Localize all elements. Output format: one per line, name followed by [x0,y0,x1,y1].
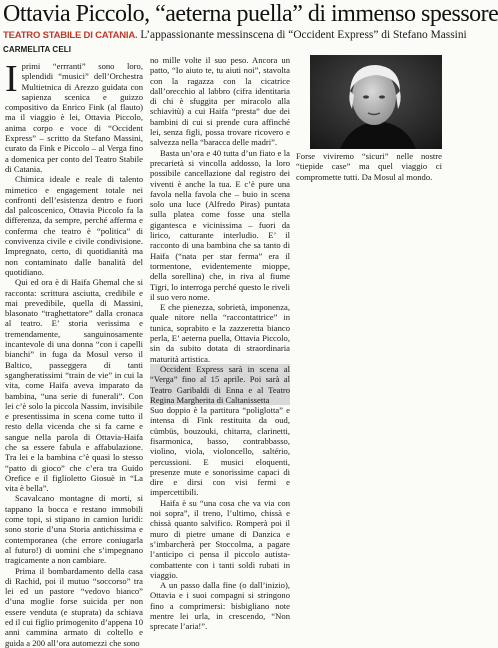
first-paragraph-wrap [5,58,143,174]
portrait-illustration [310,55,442,149]
article-paragraph: Prima il bombardamento della casa di Rachid, poi il mutuo “soccorso” tra lei ed un pastore “vedovo bianco” d’una moglie forse suicida per non essere venduta (e stuprata) da schiava ed il cui figlio primogenito d’appena 10 anni cammina armato di coltello e guida a 200 all’ora automezzi che sono [5,565,143,648]
article-paragraph: E che pienezza, sobrietà, imponenza, quale nitore nella “raccontattrice” in tunica, soprabito e la zazzeretta bianco perla, E’ aeterna puella, Ottavia Piccolo, sin da subito dotata di straordinaria maturità artistica. [150,302,290,364]
article-paragraph: primi “errranti” sono loro, splendidi “musici” dell’Orchestra Multietnica di Arezzo guidata con sapienza scenica e guizzo compositivo da Enrico Fink (al flauto) ma il viaggio è lei, Ottavia Piccolo, anima corpo e voce di “Occident Express” – scritto da Stefano Massini, curato da Fink e Piccolo – al Verga fino a domenica per conto del Teatro Stabile di Catania. [5,61,143,174]
portrait-photo [310,55,442,149]
subhead [3,28,467,43]
headline: Ottavia Piccolo, “aeterna puella” di immenso spessore [3,1,498,27]
article-column-3 [296,55,442,637]
article-paragraph: Scavalcano montagne di morti, si tappano la bocca e restano immobili come topi, si stipano in camion luridi: sono storie d’una Storia antichissima e contemporanea (che errore coniugarla al futuro!) di uomini che s’impegnano tragicamente a non cambiare. [5,493,143,566]
article-paragraph: no mille volte il suo peso. Ancora un patto, “Io aiuto te, tu aiuti noi”, stavolta con la ragazza con la cicatrice dall’orecchio al labbro (cifra identitaria di chi è sfuggita per miracolo alla schiavitù) a cui Haifa “presta” due dei bambini di cui si prende cura affinché lei, senza figli, possa trovare ricovero e salvezza nella “baracca delle madri”. [150,55,290,148]
article-paragraph: Suo doppio è la partitura “poliglotta” e intensa di Fink restituita da oud, cümbüs, bouzouki, chitarra, clarinetti, fisarmonica, basso, contrabbasso, violino, viola, violoncello, saltério, percussioni. E musici eloquenti, presenze mute e sonorissime capaci di dire e dirsi con visi fermi e impercettibili. [150,405,290,498]
article-paragraph: A un passo dalla fine (o dall’inizio), Ottavia e i suoi compagni si stringono fino a comprimersi: bisbigliano note mentre lei urla, in crescendo, “Non sprecate l’aria!”. [150,580,290,632]
article-paragraph: Qui ed ora è di Haifa Ghemal che si racconta: scrittura asciutta, credibile e mai prevedibile, quella di Massini, blasonato “traghettatore” dalla cronaca al teatro. E’ storia verissima e tremendamente, sanguinosamente incantevole di una donna “con i capelli bianchi” in fuga da Mosul verso il Baltico, passeggera di tanti sgangheratissimi “train de vie” in cui la vita, come Haifa aveva imparato da bambina, “una serie di funerali”. Con lei c’è solo la piccola Nassim, invisibile e presentissima in scena come tutto il resto della vicenda che si fa carne e sangue nella parola di Ottavia-Haifa che sa essere fabula e affabulazione. Tra lei e la bambina c’è quasi lo stesso “patto di gioco” che c’era tra Guido Orefice e il figlioletto Giosuè in “La vita è bella”. [5,277,143,494]
article-column-2 [150,55,290,637]
article-paragraph: Haifa è su “una cosa che va via con noi sopra”, il treno, l’ultimo, chissà e chissà quanto salvifico. Romperà poi il muro di pietre umane di Danzica e s’imbarcherà per Stoccolma, a pagare l’anticipo ci pensa il piccolo autista-combattente con i tanti soldi rubati in viaggio. [150,497,290,580]
byline: CARMELITA CELI [3,45,72,54]
article-paragraph: Forse viviremo “sicuri” nelle nostre “tiepide case” ma quel viaggio ci compromette tutti. Da Mosul al mondo. [296,151,442,182]
article-column-1 [5,55,143,648]
subhead-deck: L’appassionante messinscena di “Occident Express” di Stefano Massini [137,29,467,41]
article-paragraph: Chimica ideale e reale di talento mimetico e engagement totale nei confronti dell’esistenza dentro e fuori dal palcoscenico, Ottavia Piccolo fa la differenza, da sempre, perché afferma e conferma che teatro è “politica” di convivenza civile e civile condivisione. Impregnato, certo, di quotidianità ma non contaminato dalle banalità del quotidiano. [5,174,143,277]
subhead-kicker: TEATRO STABILE DI CATANIA. [3,30,138,41]
column-3-text [296,151,442,637]
article-paragraph: Basta un’ora e 40 tutta d’un fiato e la precarietà si vincolla addosso, la loro possibile cancellazione dal registro dei viventi è anche la tua. E c’è pure una favola nella favola che – buio in scena solo una luce (Alfredo Piras) puntata sulla platea come fosse una stella gigantesca e vicinissima – fuori da lirico, catturante interludio. E’ il racconto di una bambina che sa tanto di Haifa (“nata per star ferma” era il tormentone, evidentemente mioppe, della sorellina) che, in riva al fiume Tigri, lo interroga perché questo le riveli il suo vero nome. [150,147,290,302]
performance-dates-highlight: Occident Express sarà in scena al “Verga” fino al 15 aprile. Poi sarà al Teatro Garibaldi di Enna e al Teatro Regina Margherita di Caltanissetta [150,363,290,405]
drop-cap: I [5,58,18,100]
